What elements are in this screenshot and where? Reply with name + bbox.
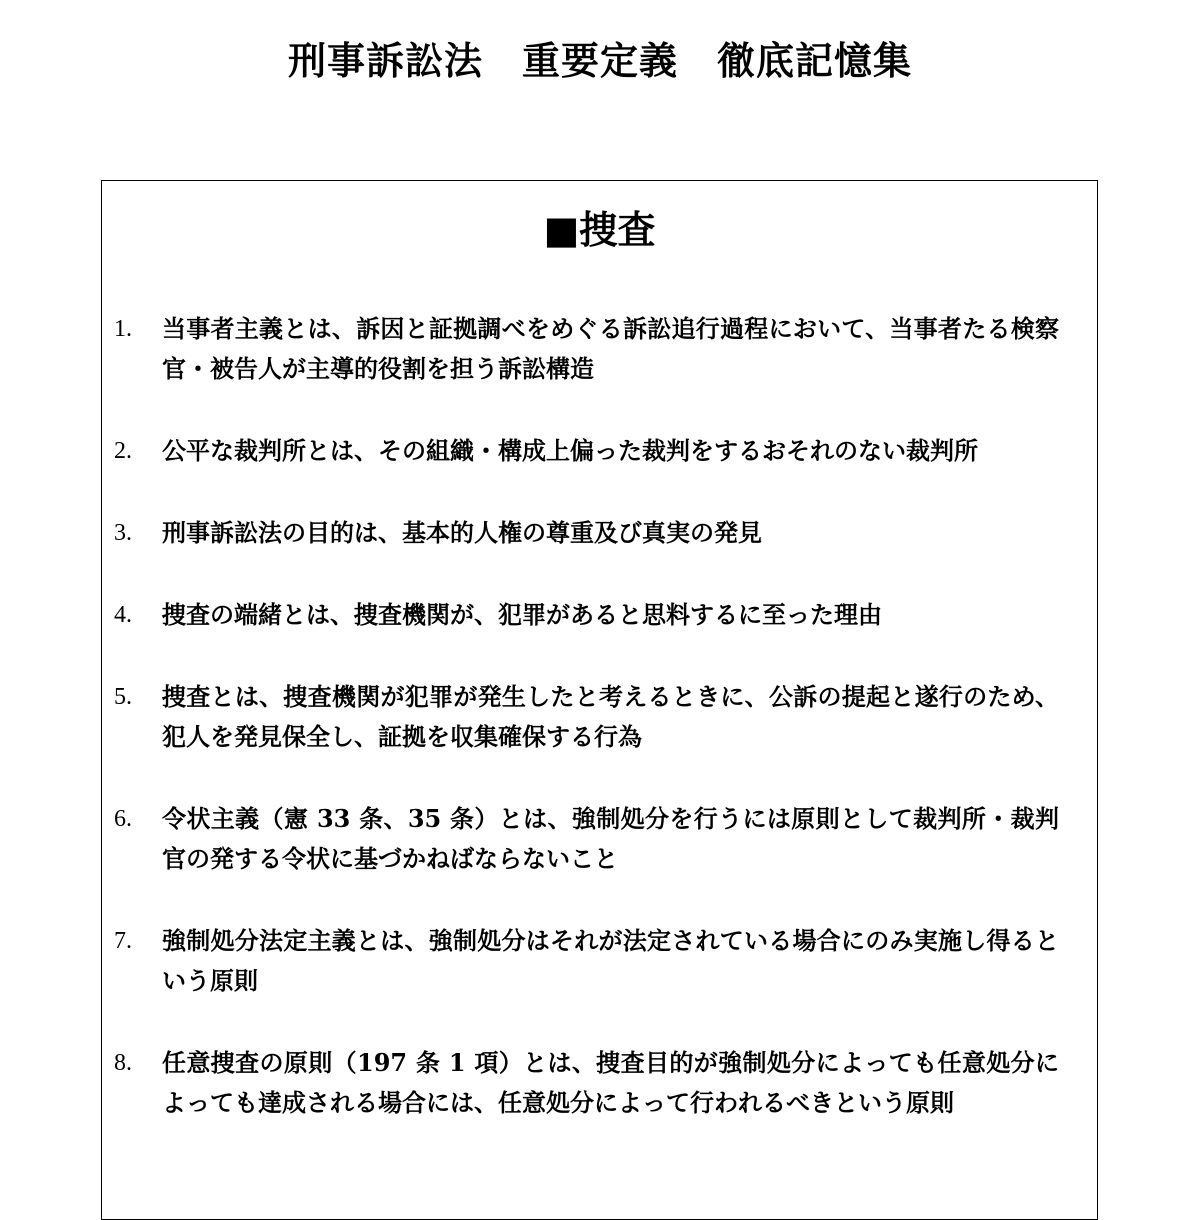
definitions-box [101, 180, 1098, 1220]
definition-item [114, 799, 1059, 879]
definition-number: 5. [114, 684, 132, 710]
definition-text: 捜査とは、捜査機関が犯罪が発生したと考えるときに、公訴の提起と遂行のため、犯人を発見保全し、証拠を収集確保する行為 [162, 682, 1059, 751]
definition-number: 8. [114, 1050, 132, 1076]
definition-text: 刑事訴訟法の目的は、基本的人権の尊重及び真実の発見 [162, 518, 762, 547]
section-heading: ■捜査 [543, 207, 656, 252]
definition-number: 2. [114, 438, 132, 464]
definition-list [114, 309, 1059, 1165]
definition-item [114, 309, 1059, 389]
page-title: 刑事訴訟法 重要定義 徹底記憶集 [287, 38, 912, 83]
definition-item [114, 677, 1059, 757]
definition-text: 強制処分法定主義とは、強制処分はそれが法定されている場合にのみ実施し得るという原則 [162, 926, 1059, 995]
definition-text: 任意捜査の原則（197 条 1 項）とは、捜査目的が強制処分によっても任意処分によっても達成される場合には、任意処分によって行われるべきという原則 [162, 1048, 1059, 1117]
definition-item [114, 1043, 1059, 1123]
definition-number: 7. [114, 928, 132, 954]
definition-number: 3. [114, 520, 132, 546]
definition-text: 当事者主義とは、訴因と証拠調べをめぐる訴訟追行過程において、当事者たる検察官・被告人が主導的役割を担う訴訟構造 [162, 314, 1059, 383]
definition-item [114, 595, 1059, 635]
definition-item [114, 431, 1059, 471]
definition-number: 1. [114, 316, 132, 342]
definition-text: 令状主義（憲 33 条、35 条）とは、強制処分を行うには原則として裁判所・裁判官の発する令状に基づかねばならないこと [162, 804, 1059, 873]
definition-text: 公平な裁判所とは、その組織・構成上偏った裁判をするおそれのない裁判所 [162, 436, 978, 465]
definition-item [114, 513, 1059, 553]
definition-item [114, 921, 1059, 1001]
definition-number: 4. [114, 602, 132, 628]
definition-number: 6. [114, 806, 132, 832]
definition-text: 捜査の端緒とは、捜査機関が、犯罪があると思料するに至った理由 [162, 600, 882, 629]
